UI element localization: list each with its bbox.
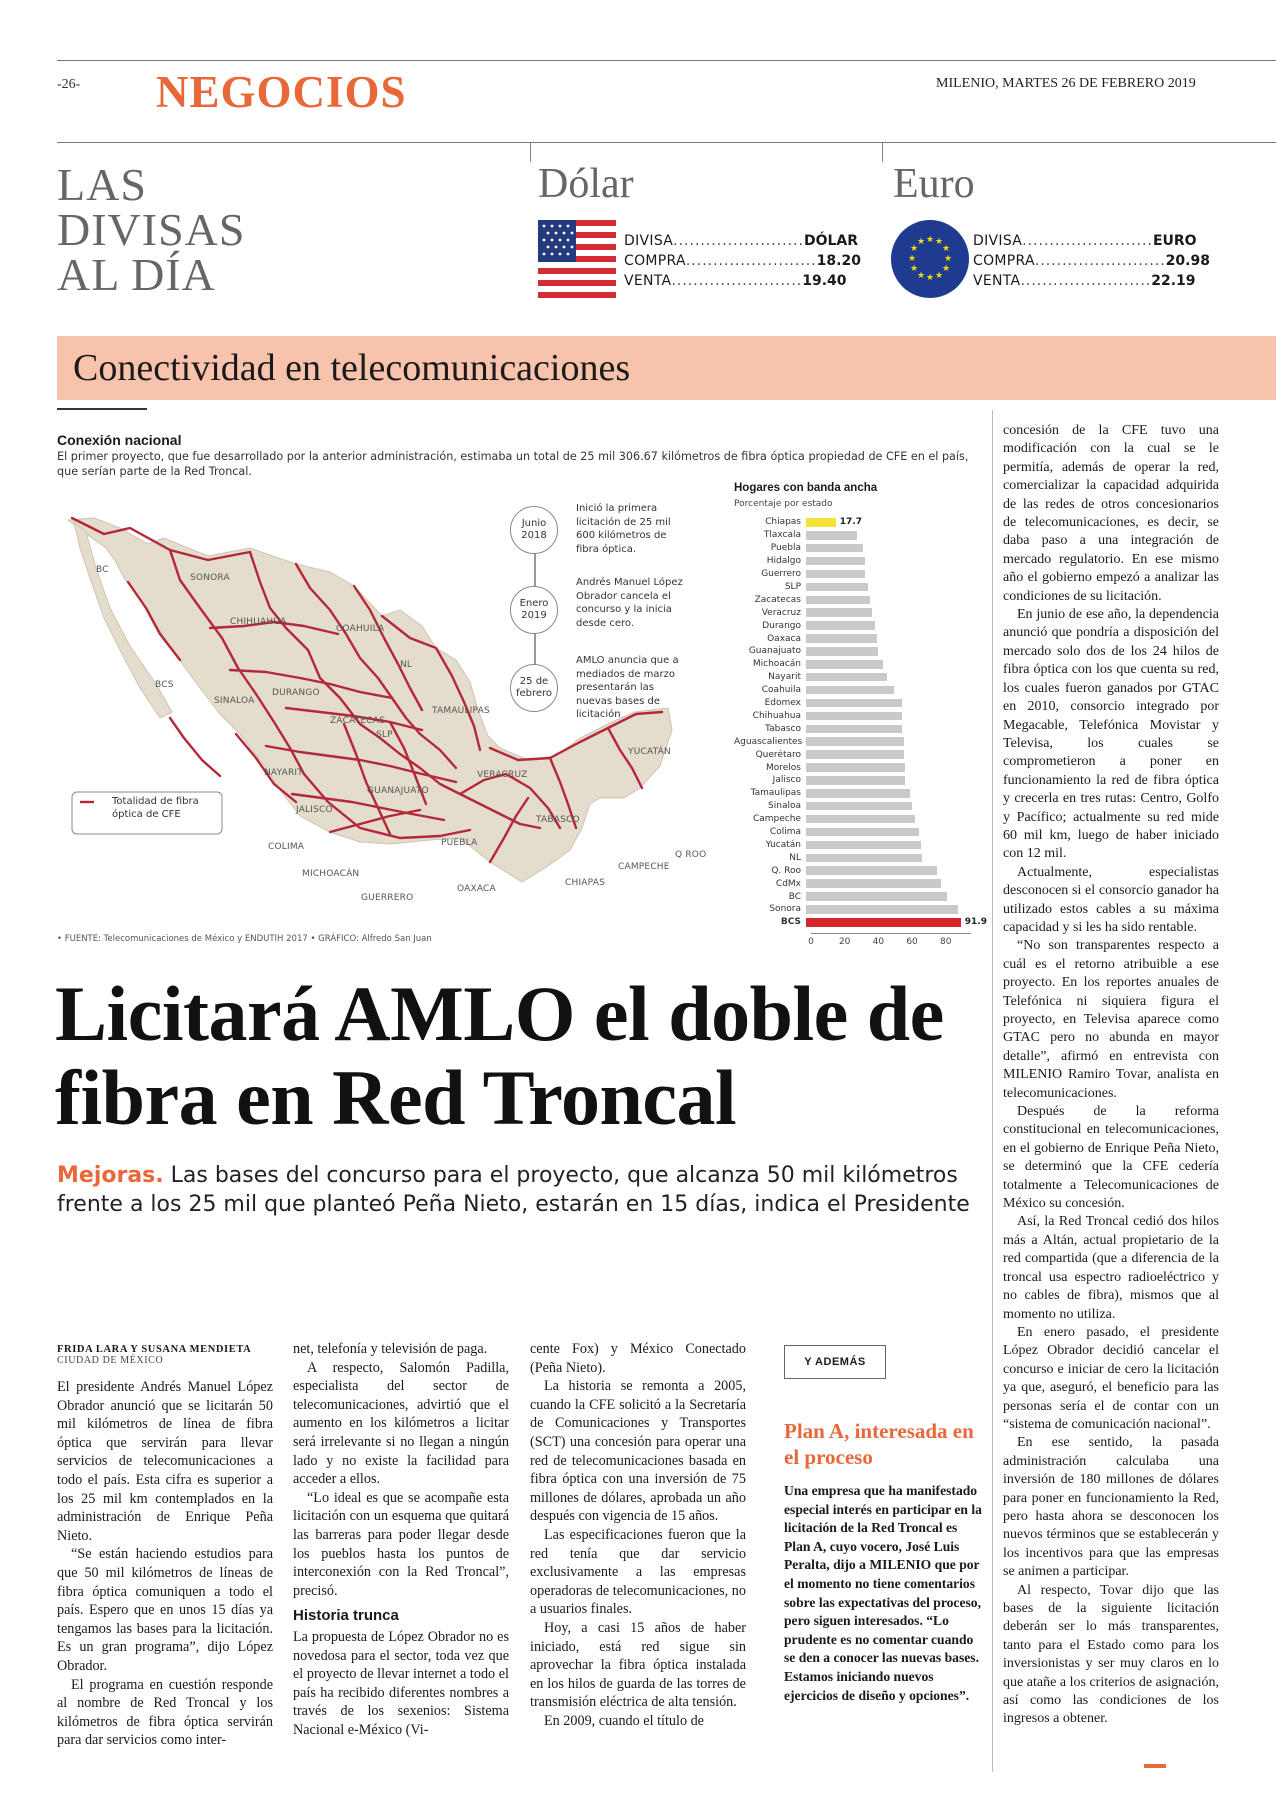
- bar-row: [734, 890, 947, 903]
- bar: [806, 570, 865, 579]
- bar-label: Tamaulipas: [750, 788, 801, 799]
- bar-row: [734, 903, 958, 916]
- bar-label: Zacatecas: [754, 594, 801, 605]
- article-subhead: Historia trunca: [293, 1607, 399, 1625]
- map-state-label: ZACATECAS: [330, 716, 386, 726]
- deck-text: Las bases del concurso para el proyecto, que alcanza 50 mil kilómetros frente a los 25 mil que planteó Peña Nieto, estarán en 15 días, indica el Presidente: [57, 1163, 970, 1217]
- bar-label: Guerrero: [761, 569, 801, 580]
- article-paragraph: “No son transparentes respecto a cuál es el retorno atribuible a ese proyecto. En los reportes anuales de Telefónica ni siquiera figura el proyecto, en Televisa aparece como GTAC pero no abunda en mayor detalle”, afirmó en entrevista con MILENIO Ramiro Tovar, analista en telecomunicaciones.: [1003, 938, 1219, 1101]
- section-title: NEGOCIOS: [156, 67, 407, 117]
- bar-row: [734, 581, 868, 594]
- euro-title: Euro: [893, 161, 975, 207]
- article-paragraph: Al respecto, Tovar dijo que las bases de la siguiente licitación deberán ser lo más transparentes, tanto para el Estado como para los inversionistas y ser muy claros en lo que atañe a los criterios de asignación, así como las condiciones de los ingresos a obtener.: [1003, 1582, 1219, 1727]
- sidebar-tag: [784, 1345, 886, 1379]
- article-paragraph: “Se están haciendo estudios para que 50 mil kilómetros de líneas de fibra óptica comuniquen a todo el país. Espero que en unos 15 días ya tengamos las bases para la licitación. Es un gran programa”, dijo López Obrador.: [57, 1546, 273, 1674]
- article-column-2: [293, 1340, 509, 1739]
- svg-text:★: ★: [909, 244, 919, 254]
- svg-text:★: ★: [934, 271, 944, 281]
- map-state-label: VERACRUZ: [477, 770, 528, 780]
- bar-row: [734, 593, 870, 606]
- bar-label: Sinaloa: [768, 801, 801, 812]
- article-paragraph: Actualmente, especialistas desconocen si el consorcio ganador ha utilizado estos cables a su máxima capacidad y si les ha sido rentable.: [1003, 864, 1219, 935]
- map-state-label: YUCATÁN: [628, 747, 671, 757]
- bar-label: Yucatán: [765, 839, 801, 850]
- bar: [806, 660, 883, 669]
- rate-row: DIVISA ........................ EURO: [973, 233, 1197, 249]
- bar-row: [734, 813, 915, 826]
- byline: [57, 1344, 272, 1366]
- rate-row: COMPRA ........................ 18.20: [624, 253, 861, 269]
- bar-row: [734, 658, 883, 671]
- timeline-node: [510, 506, 558, 554]
- infographic-title: Conexión nacional: [57, 432, 182, 448]
- map-state-label: JALISCO: [296, 805, 333, 815]
- map-state-label: DURANGO: [272, 688, 320, 698]
- bar-label: Chihuahua: [752, 710, 801, 721]
- euro-rates: [973, 231, 1210, 291]
- map-state-label: TABASCO: [536, 815, 580, 825]
- bar-row: [734, 516, 862, 529]
- map-state-label: MICHOACÁN: [302, 869, 360, 879]
- svg-text:★: ★: [916, 271, 926, 281]
- bar-label: Sonora: [769, 904, 801, 915]
- dolar-rates: [624, 231, 861, 291]
- article-paragraph: En junio de ese año, la dependencia anunció que pondría a disposición del mercado solo dos de los 24 hilos de fibra óptica con los que cuenta su red, los cuales fueron ganados por GTAC en 2010, consorcio integrado por Megacable, Telefónica Movistar y Televisa, los cuales se comprometieron a poner en funcionamiento la red de fibra óptica y crecerla en tres rutas: Centro, Golfo y Pacífico; actualmente su red mide 60 mil km, luego de haber iniciado con 12 mil.: [1003, 607, 1219, 862]
- bar-row: [734, 774, 905, 787]
- bar-label: Puebla: [770, 543, 801, 554]
- bar-label: Veracruz: [761, 607, 801, 618]
- bar-label: Jalisco: [772, 775, 801, 786]
- x-tick-label: 80: [940, 936, 952, 947]
- bar-label: Morelos: [765, 762, 801, 773]
- bar: [806, 841, 921, 850]
- bar-row: [734, 851, 922, 864]
- svg-text:★: ★: [907, 254, 917, 264]
- bar-label: Edomex: [764, 698, 801, 709]
- map-state-label: Q ROO: [675, 850, 707, 860]
- bar-row: [734, 800, 912, 813]
- bar: [806, 879, 941, 888]
- bar: [806, 776, 905, 785]
- bar-row: [734, 826, 919, 839]
- bar-label: Coahuila: [761, 685, 801, 696]
- bar-label: BCS: [780, 917, 801, 928]
- timeline-date: Junio 2018: [521, 518, 547, 541]
- article-paragraph: En 2009, cuando el título de: [544, 1712, 704, 1729]
- bar-row: [734, 864, 937, 877]
- article-paragraph: Hoy, a casi 15 años de haber iniciado, está red sigue sin aprovechar la fibra óptica instalada en los hilos de guarda de las torres de transmisión eléctrica de alta tensión.: [530, 1619, 746, 1711]
- map-state-label: SLP: [376, 730, 393, 740]
- bar-row: [734, 761, 905, 774]
- map-state-label: SINALOA: [214, 696, 255, 706]
- sidebar-body: Una empresa que ha manifestado especial interés en participar en la licitación de la Red Troncal es Plan A, cuyo vocero, José Luis Peralta, dijo a MILENIO que por el momento no tiene comentarios sobre las expectativas del proceso, pero siguen interesados. “Lo prudente es no comentar cuando se den a conocer las nuevas bases. Estamos iniciando nuevos ejercicios de diseño y opciones”.: [784, 1483, 982, 1703]
- infographic-description: El primer proyecto, que fue desarrollado por la anterior administración, estimaba un total de 25 mil 306.67 kilómetros de fibra óptica propiedad de CFE en el país, que serían parte de la Red Troncal.: [57, 450, 969, 478]
- bar: [806, 725, 902, 734]
- bar-row: [734, 748, 904, 761]
- bar: [806, 802, 912, 811]
- bar-row: [734, 671, 887, 684]
- bar-row: [734, 684, 894, 697]
- bar-row: [734, 606, 872, 619]
- article-paragraph: La historia se remonta a 2005, cuando la CFE solicitó a la Secretaría de Comunicaciones y Transportes (SCT) una concesión para operar una red de telecomunicaciones basada en fibra óptica con una inversión de 75 millones de dólares, aprobada un año después con vigencia de 15 años.: [530, 1378, 746, 1525]
- bar-row: [734, 529, 857, 542]
- bar: [806, 647, 878, 656]
- x-tick-label: 0: [808, 936, 814, 947]
- map-state-label: CAMPECHE: [618, 862, 670, 872]
- bar-value-label: 17.7: [839, 517, 863, 528]
- bar-label: CdMx: [775, 878, 801, 889]
- svg-text:★: ★: [941, 244, 951, 254]
- divisas-title-line: LAS: [57, 159, 147, 210]
- map-state-label: PUEBLA: [441, 838, 478, 848]
- article-paragraph: Las especificaciones fueron que la red tenía que dar servicio exclusivamente a las empresas operadoras de telecomunicaciones, no a usuarios finales.: [530, 1526, 746, 1618]
- bar-row: [734, 542, 863, 555]
- bar-label: Oaxaca: [767, 633, 801, 644]
- article-paragraph: concesión de la CFE tuvo una modificación con la cual se le permitía, además de operar la red, comercializar la capacidad adquirida de las redes de otros concesionarios de telecomunicaciones, es decir, se daba paso a una integración de mercado regulatorio. En ese mismo año el gobierno empezó a analizar las condiciones de su licitación.: [1003, 423, 1219, 604]
- dolar-title: Dólar: [538, 161, 634, 207]
- map-state-label: COAHUILA: [336, 624, 385, 634]
- bar-value-label: 91.9: [964, 917, 987, 928]
- map-state-label: GUERRERO: [361, 893, 414, 903]
- bar: [806, 531, 857, 540]
- infographic-source: • FUENTE: Telecomunicaciones de México y ENDUTIH 2017 • GRÁFICO: Alfredo San Juan: [57, 934, 432, 944]
- bar-row: [734, 555, 865, 568]
- bar-label: Campeche: [752, 814, 801, 825]
- article-paragraph: La propuesta de López Obrador no es novedosa para el sector, toda vez que el proyecto de llevar internet a todo el país ha recibido diferentes nombres a través de los sexenios: Sistema Nacional e-México (Vi-: [293, 1628, 509, 1738]
- article-paragraph: “Lo ideal es que se acompañe esta licitación con un esquema que quitará las barreras para poder llegar desde los pueblos hasta los puntos de interconexión con la Red Troncal”, precisó.: [293, 1489, 509, 1599]
- map-state-label: GUANAJUATO: [367, 786, 429, 796]
- svg-text:★: ★: [943, 254, 953, 264]
- bar: [806, 518, 836, 527]
- article-paragraph: El programa en cuestión responde al nombre de Red Troncal y los kilómetros de fibra óptica servirán para dar servicios como inter-: [57, 1676, 273, 1749]
- bar-row: [734, 735, 904, 748]
- article-paragraph: cente Fox) y México Conectado (Peña Nieto).: [530, 1341, 746, 1376]
- map-state-label: OAXACA: [457, 884, 496, 894]
- bar: [806, 608, 872, 617]
- article-paragraph: En ese sentido, la pasada administración calculaba una inversión de 180 millones de dólares para poner en funcionamiento la Red, pero hasta ahora se desconocen los nuevos términos que se establecerán y los incentivos para que las empresas se animen a participar.: [1003, 1435, 1219, 1580]
- chart-title: Hogares con banda ancha: [734, 482, 878, 494]
- bar: [806, 557, 865, 566]
- bar: [806, 596, 870, 605]
- article-column-3: [530, 1340, 746, 1730]
- map-state-label: COLIMA: [268, 842, 305, 852]
- bar-row: [734, 787, 910, 800]
- bar: [806, 866, 937, 875]
- svg-text:★: ★: [925, 273, 935, 283]
- article-paragraph: Así, la Red Troncal cedió dos hilos más a Altán, actual propietario de la red compartida (que a diferencia de la troncal usa espectro radioeléctrico y no cables de fibra), mismos que al momento no utiliza.: [1003, 1214, 1219, 1322]
- bar: [806, 712, 902, 721]
- article-paragraph: El presidente Andrés Manuel López Obrador anunció que se licitarán 50 mil kilómetros de línea de fibra óptica que servirán para llevar servicios de telecomunicaciones a todo el país. Esta cifra es superior a los 25 mil km contemplados en la administración de Enrique Peña Nieto.: [57, 1379, 273, 1544]
- map-state-label: SONORA: [190, 573, 230, 583]
- x-tick-label: 20: [838, 936, 851, 947]
- bar-row: [734, 632, 877, 645]
- headline: Licitará AMLO el doble de fibra en Red Troncal: [55, 970, 944, 1141]
- dateline: MILENIO, MARTES 26 DE FEBRERO 2019: [936, 76, 1196, 91]
- bar-label: Nayarit: [768, 672, 801, 683]
- article-column-5: [1003, 422, 1219, 1729]
- bar-label: BC: [788, 891, 801, 902]
- bar-label: Colima: [769, 827, 801, 838]
- sidebar-title: Plan A, interesada en el proceso: [784, 1419, 974, 1469]
- svg-text:★: ★: [941, 264, 951, 274]
- bar: [806, 789, 910, 798]
- us-flag-icon: [538, 220, 616, 298]
- timeline-date: 25 de febrero: [515, 676, 553, 699]
- bar: [806, 763, 905, 772]
- article-column-1: [57, 1378, 273, 1750]
- bar-label: Chiapas: [765, 517, 801, 528]
- svg-text:★: ★: [909, 264, 919, 274]
- byline-place: CIUDAD DE MÉXICO: [57, 1355, 164, 1366]
- byline-authors: FRIDA LARA Y SUSANA MENDIETA: [57, 1344, 252, 1355]
- bar-label: NL: [789, 852, 801, 863]
- bar-label: Hidalgo: [766, 556, 801, 567]
- timeline-node: [510, 664, 558, 712]
- bar-row: [734, 645, 878, 658]
- rate-row: COMPRA ........................ 20.98: [973, 253, 1210, 269]
- map-state-label: CHIAPAS: [565, 878, 605, 888]
- bar-row: [734, 877, 941, 890]
- bar: [806, 905, 958, 914]
- bar: [806, 673, 887, 682]
- broadband-bar-chart: [734, 516, 994, 948]
- bar-label: Michoacán: [752, 659, 801, 670]
- bar-label: Tlaxcala: [763, 530, 801, 541]
- timeline-text: Inició la primera licitación de 25 mil 600 kilómetros de fibra óptica.: [576, 503, 671, 555]
- bar: [806, 699, 902, 708]
- bar-label: Querétaro: [755, 749, 801, 760]
- divisas-title: [57, 159, 246, 300]
- bar-row: [734, 697, 902, 710]
- svg-text:★: ★: [934, 237, 944, 247]
- sidebar-tag-label: Y ADEMÁS: [804, 1356, 866, 1368]
- bar: [806, 634, 877, 643]
- timeline-text: AMLO anuncia que a mediados de marzo presentarán las nuevas bases de licitación: [576, 655, 679, 721]
- bar-row: [734, 839, 921, 852]
- bar-row: [734, 568, 865, 581]
- map-state-label: CHIHUAHUA: [230, 617, 287, 627]
- topic-banner: [57, 336, 1276, 400]
- divisas-title-line: DIVISAS: [57, 204, 246, 255]
- chart-subtitle: Porcentaje por estado: [734, 499, 833, 509]
- bar-row: [734, 722, 902, 735]
- bar: [806, 892, 947, 901]
- map-state-label: NAYARIT: [264, 768, 303, 778]
- bar: [806, 544, 863, 553]
- bar: [806, 854, 922, 863]
- rate-row: VENTA ........................ 19.40: [624, 273, 847, 289]
- bar-label: SLP: [784, 581, 801, 592]
- bar-label: Durango: [762, 620, 801, 631]
- bar-row: [734, 619, 875, 632]
- timeline-text: Andrés Manuel López Obrador cancela el concurso y la inicia desde cero.: [576, 577, 683, 629]
- eu-flag-icon: [891, 220, 969, 298]
- svg-text:★: ★: [925, 235, 935, 245]
- bar-label: Guanajuato: [748, 646, 801, 657]
- bar-label: Aguascalientes: [734, 736, 803, 747]
- bar: [806, 918, 961, 927]
- x-tick-label: 40: [872, 936, 885, 947]
- page-number: -26-: [57, 77, 81, 92]
- map-state-label: BCS: [155, 680, 174, 690]
- article-paragraph: Después de la reforma constitucional en telecomunicaciones, en el gobierno de Enrique Peña Nieto, se determinó que la CFE cedería totalmente a Telecomunicaciones de México su concesión.: [1003, 1104, 1219, 1212]
- divisas-title-line: AL DÍA: [57, 249, 216, 300]
- x-axis: [811, 933, 971, 934]
- svg-text:★: ★: [916, 237, 926, 247]
- bar: [806, 815, 915, 824]
- end-mark: [1144, 1764, 1166, 1768]
- deck: [57, 1162, 987, 1219]
- bar: [806, 828, 919, 837]
- map-state-label: NL: [400, 660, 413, 670]
- rate-row: DIVISA ........................ DÓLAR: [624, 233, 859, 249]
- timeline-node: [510, 586, 558, 634]
- topic-banner-title: Conectividad en telecomunicaciones: [73, 347, 631, 389]
- x-tick-label: 60: [906, 936, 918, 947]
- bar-label: Q. Roo: [771, 865, 801, 876]
- article-paragraph: A respecto, Salomón Padilla, especialista del sector de telecomunicaciones, advirtió que el aumento en los kilómetros a licitar será irrelevante si no llegan a ningún lado y no existe la facilidad para acceder a ellos.: [293, 1359, 509, 1488]
- rate-row: VENTA ........................ 22.19: [973, 273, 1196, 289]
- bar-label: Tabasco: [765, 723, 801, 734]
- bar: [806, 583, 868, 592]
- bar-row: [734, 710, 902, 723]
- bar: [806, 686, 894, 695]
- article-paragraph: net, telefonía y televisión de paga.: [293, 1341, 488, 1357]
- map-state-label: BC: [96, 565, 109, 575]
- bar: [806, 621, 875, 630]
- article-paragraph: En enero pasado, el presidente López Obrador decidió cancelar el concurso e iniciar de cero la licitación ya que, aseguró, el beneficio para las personas sería el de contar con un “sistema de comunicación nacional”.: [1003, 1324, 1219, 1432]
- timeline-date: Enero 2019: [519, 598, 549, 621]
- bar-row: [734, 916, 987, 929]
- bar: [806, 737, 904, 746]
- map-legend-label: Totalidad de fibra óptica de CFE: [112, 796, 199, 820]
- bar: [806, 750, 904, 759]
- deck-kicker: Mejoras.: [57, 1163, 164, 1188]
- map-state-label: TAMAULIPAS: [432, 706, 490, 716]
